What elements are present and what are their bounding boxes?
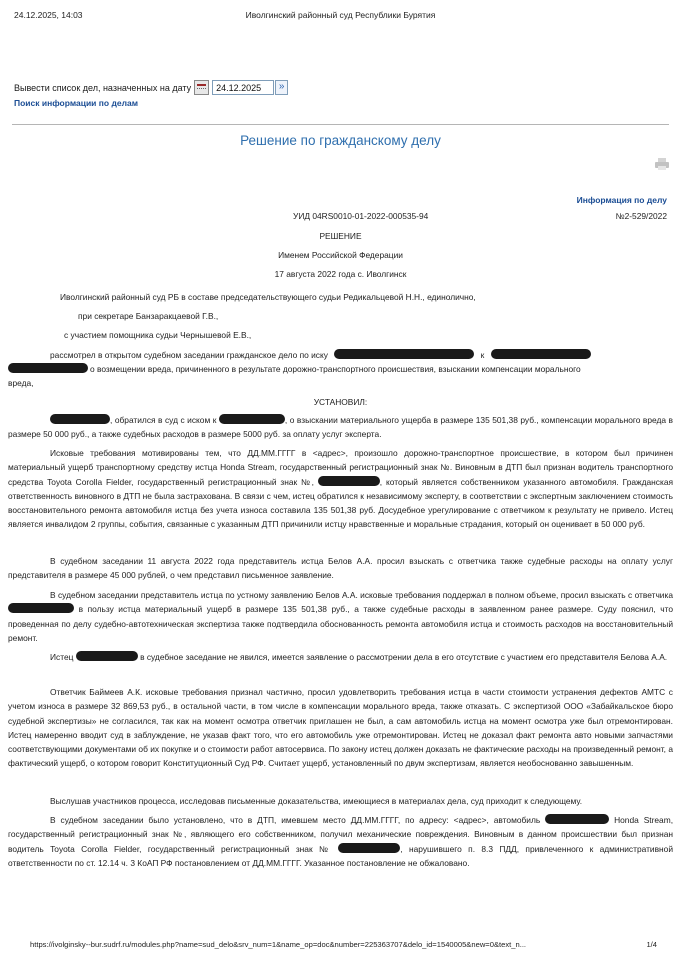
paragraph-3: В судебном заседании 11 августа 2022 года представитель истца Белов А.А. просил взыскать с ответчика также судебные расходы на оплату услуг представителя в размере 45 000 рублей, о чем представил письменное заявление. <box>8 556 673 581</box>
p1-text-a: , обратился в суд с иском к <box>110 415 217 425</box>
redaction-mark <box>50 414 110 424</box>
considered-line <box>50 348 591 363</box>
paragraph-2 <box>8 446 673 532</box>
redaction-mark <box>491 349 591 359</box>
court-line: Иволгинский районный суд РБ в составе председательствующего судьи Редикальцевой Н.Н., единолично, <box>60 292 476 302</box>
established-heading: УСТАНОВИЛ: <box>313 397 368 407</box>
case-number: №2-529/2022 <box>615 211 667 221</box>
p5-text-b: в судебное заседание не явился, имеется заявление о рассмотрении дела в его отсутствие с участием его представителя Белова А.А. <box>140 652 668 662</box>
redaction-mark <box>545 814 609 824</box>
site-title: Иволгинский районный суд Республики Бурятия <box>245 10 436 20</box>
p4-text-b: в пользу истца материальный ущерб в размере 135 501,38 руб., а также судебные расходы в заявленном ранее размере. Суду пояснил, что проведенная по делу судебно-автотехническая экспертиза также подтвердила обоснованность ремонта автомобиля истца и стоимость расходов на восстановительный ремонт. <box>8 604 673 643</box>
secretary-line: при секретаре Банзаракцаевой Г.В., <box>78 311 219 321</box>
paragraph-1 <box>8 413 673 442</box>
schedule-date-row <box>14 80 288 95</box>
calendar-icon[interactable] <box>194 80 209 95</box>
footer-url: https://ivolginsky--bur.sudrf.ru/modules.php?name=sud_delo&srv_num=1&name_op=doc&number=225363707&delo_id=1540005&new=0&text_n... <box>30 940 527 949</box>
name-line: Именем Российской Федерации <box>278 250 403 260</box>
print-datetime: 24.12.2025, 14:03 <box>14 10 83 20</box>
paragraph-7: Выслушав участников процесса, исследовав письменные доказательства, имеющиеся в материалах дела, суд приходит к следующему. <box>50 796 583 806</box>
doc-heading: РЕШЕНИЕ <box>319 231 362 241</box>
p8-text-b: Honda Stream, государственный регистрационный знак №, являющего его собственником, получил механические повреждения. Виновным в данном происшествии был признан водитель Toyota Corolla Fielder, государственный регистрационный знак № <box>8 815 674 854</box>
considered-line-2 <box>8 362 581 377</box>
p2-text-a: Исковые требования мотивированы тем, что ДД.ММ.ГГГГ в <адрес>, произошло дорожно-транспортное происшествие, в котором был причинен материальный ущерб транспортному средству истца Honda Stream, государственный регистрационный знак №. Виновным в ДТП был признан водитель транспортного средства Toyota Corolla Fielder, государственный регистрационный знак №, <box>8 448 673 487</box>
p1-text-b: , о взыскании материального ущерба в размере 135 501,38 руб., компенсации морального вреда в размере 50 000 руб., а также судебных расходов в размере 5000 руб. за оплату услуг эксперта. <box>8 415 674 440</box>
redaction-mark <box>338 843 400 853</box>
p8-text-c: , нарушившего п. 8.3 ПДД, привлеченного к административной ответственности по ст. 12.14 ч. 3 КоАП РФ постановлением от ДД.ММ.ГГГГ. Указанное постановление не обжаловано. <box>8 843 673 868</box>
considered-end: о возмещении вреда, причиненного в результате дорожно-транспортного происшествия, взыскании компенсации морального <box>90 364 581 374</box>
schedule-label: Вывести список дел, назначенных на дату <box>14 82 192 93</box>
search-cases-link[interactable]: Поиск информации по делам <box>14 98 138 108</box>
p8-text-a: В судебном заседании было установлено, что в ДТП, имевшем место ДД.ММ.ГГГГ, по адресу: <адрес>, автомобиль <box>50 815 541 825</box>
doc-uid: УИД 04RS0010-01-2022-000535-94 <box>293 211 429 221</box>
redaction-mark <box>8 603 74 613</box>
redaction-mark <box>318 476 380 486</box>
paragraph-8 <box>8 813 673 870</box>
assistant-line: с участием помощника судьи Чернышевой Е.В., <box>64 330 252 340</box>
printer-icon[interactable] <box>655 158 669 170</box>
considered-tail: вреда, <box>8 378 34 388</box>
p2-text-b: , который является собственником указанного автомобиля. Гражданская ответственность виновного в ДТП не была застрахована. В связи с чем, истец обратился к независимому эксперту, в соответствии с экспертным заключением стоимость восстановительного ремонта автомобиля истца без учета износа составила 135 501,38 руб. Досудебное урегулирование с ответчиком к результату не привело. Истец является инвалидом 2 группы, события, связанные с указанным ДТП причинили истцу нравственные и моральные страдания, который он оценивает в 50 000 руб. <box>8 476 674 530</box>
page-title: Решение по гражданскому делу <box>240 133 441 148</box>
date-place: 17 августа 2022 года с. Иволгинск <box>274 269 407 279</box>
p4-text-a: В судебном заседании представитель истца по устному заявлению Белов А.А. исковые требования поддержал в полном объеме, просил взыскать с ответчика <box>50 590 673 600</box>
header-divider <box>12 124 669 125</box>
considered-to: к <box>480 350 485 360</box>
p5-text-a: Истец <box>50 652 74 662</box>
paragraph-6: Ответчик Баймеев А.К. исковые требования признал частично, просил удовлетворить требования истца в части стоимости устранения дефектов АМТС с учетом износа в размере 32 869,53 руб., в остальной части, в том числе в компенсации морального вреда, также отказать. С экспертизой ООО «Забайкальское бюро судебной экспертизы» не согласился, так как на момент осмотра ответчик приглашен не был, а сам автомобиль истца на момент осмотра уже был отремонтирован. Истец намеренно вводит суд в заблуждение, не указав факт того, что его автомобиль уже отремонтирован. Истец не доказал факт ремонта авто новыми запчастями соответствующими документами об их покупке и о стоимости работ автосервиса. По закону истец должен доказать не фактические расходы на произведенный ремонт, а фактический ущерб, о котором говорит Конституционный Суд РФ. Считает ущерб, установленный по двум экспертизам, является необоснованно завышенным. <box>8 687 673 769</box>
footer-page-number: 1/4 <box>646 940 657 949</box>
case-info-link[interactable]: Информация по делу <box>576 195 667 205</box>
arrow-right-icon[interactable]: » <box>275 80 288 95</box>
schedule-date-input[interactable] <box>212 80 274 95</box>
paragraph-4 <box>8 588 673 645</box>
redaction-mark <box>8 363 88 373</box>
considered-start: рассмотрел в открытом судебном заседании гражданское дело по иску <box>50 350 328 360</box>
redaction-mark <box>334 349 474 359</box>
redaction-mark <box>219 414 285 424</box>
redaction-mark <box>76 651 138 661</box>
paragraph-5 <box>8 650 673 664</box>
